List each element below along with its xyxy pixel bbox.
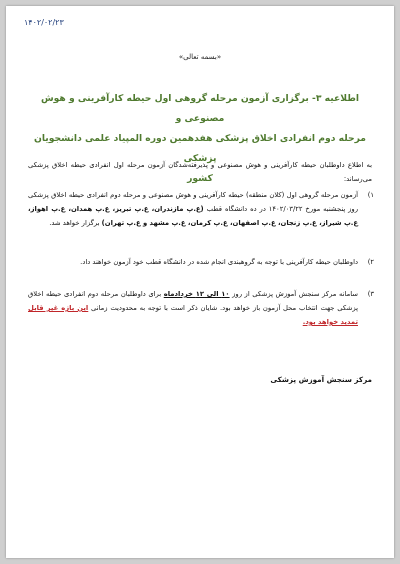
title-line-3: کشور bbox=[187, 173, 213, 184]
item-number: ۳) bbox=[367, 290, 374, 298]
intro-paragraph: به اطلاع داوطلبان حیطه کارآفرینی و هوش مصنوعی و پذیرفته‌شدگان آزمون مرحله اول انفرادی حیطه اخلاق پزشکی می‌رساند: bbox=[28, 161, 372, 183]
item-3-warning: این بازه غیر قابل تمدید خواهد بود. bbox=[28, 304, 358, 326]
item-text: داوطلبان حیطه کارآفرینی با توجه به گروهبندی انجام شده در دانشگاه قطب خود آزمون خواهند داد. bbox=[80, 258, 358, 266]
document-date: ۱۴۰۲/۰۲/۲۳ bbox=[24, 18, 64, 27]
list-item-3 bbox=[28, 287, 372, 329]
item-number: ۲) bbox=[367, 258, 374, 266]
item-1-text-c: برگزار خواهد شد. bbox=[49, 219, 100, 227]
title-line-2: مرحله دوم انفرادی اخلاق پزشکی هفدهمین دوره المپیاد علمی دانشجویان پزشکی bbox=[34, 133, 366, 164]
item-3-text-c: برای داوطلبان مرحله دوم انفرادی حیطه اخلاق پزشکی جهت انتخاب محل آزمون باز خواهد بود. شایان ذکر است با توجه به محدودیت زمانی bbox=[28, 290, 358, 312]
item-text bbox=[28, 287, 358, 329]
item-text bbox=[28, 188, 358, 230]
list-item-2 bbox=[28, 255, 372, 269]
item-number: ۱) bbox=[367, 191, 374, 199]
title-line-1: اطلاعیه ۳- برگزاری آزمون مرحله گروهی اول حیطه کارآفرینی و هوش مصنوعی و bbox=[40, 93, 360, 124]
item-3-text-a: سامانه مرکز سنجش آموزش پزشکی از روز bbox=[232, 290, 358, 298]
item-1-universities: (ع.پ مازندران، ع.پ تبریز، ع.پ همدان، ع.پ اهواز، ع.پ شیراز، ع.پ زنجان، ع.پ اصفهان، ع.پ کرمان، ع.پ مشهد و ع.پ تهران) bbox=[28, 205, 358, 227]
document-page bbox=[6, 6, 394, 558]
item-1-text-a: آزمون مرحله گروهی اول (کلان منطقه) حیطه کارآفرینی و هوش مصنوعی و مرحله دوم انفرادی حیطه اخلاق پزشکی روز پنجشنبه مورخ ۱۴۰۲/۰۳/۲۲ در ده دانشگاه قطب bbox=[28, 191, 358, 213]
bismillah-heading: «بسمه تعالی» bbox=[178, 53, 222, 61]
item-3-date-range: ۱۰ الی ۱۲ خردادماه bbox=[163, 290, 230, 298]
signature: مرکز سنجش آموزش پزشکی bbox=[270, 375, 372, 384]
list-item-1 bbox=[28, 188, 372, 230]
